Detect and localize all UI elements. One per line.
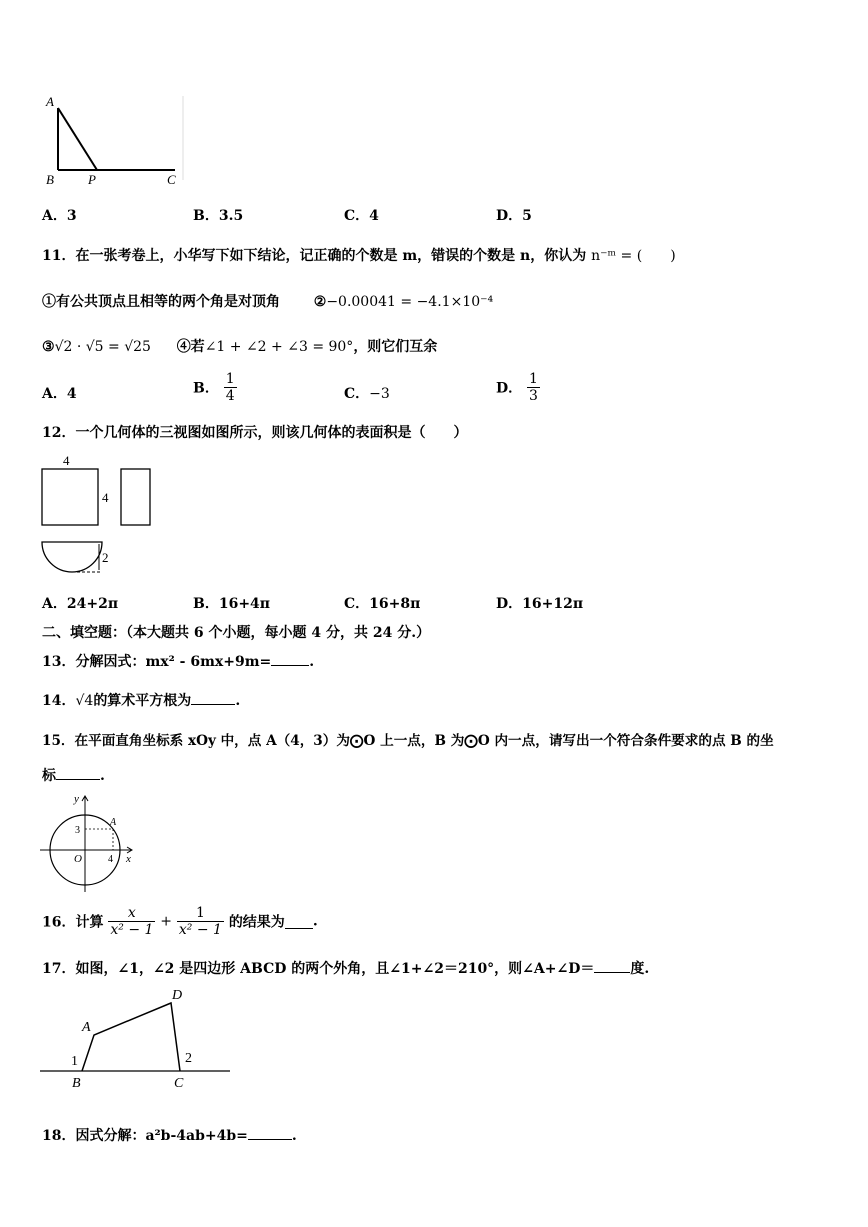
q15-line-2: 标 . bbox=[42, 765, 105, 785]
q17-answer-blank[interactable] bbox=[594, 958, 630, 973]
q11-option-b: B． $\frac{1}{4}$ bbox=[193, 371, 235, 404]
q15-label-a: A bbox=[110, 817, 117, 828]
q16: 16．计算 $\frac{x}{\text{x² − 1}}$ + $\frac{1}{\text{x² − 1}}$ 的结果为 . bbox=[42, 905, 318, 938]
q14-text: 的算术平方根为 bbox=[93, 693, 192, 709]
q12-stem-text: 一个几何体的三视图如图所示，则该几何体的表面积是（ ） bbox=[75, 425, 468, 441]
q11-statement-4-expr: ∠1 + ∠2 + ∠3 = 90° bbox=[204, 339, 354, 355]
q16-answer-blank[interactable] bbox=[285, 914, 313, 929]
q11-statement-1: ①有公共顶点且相等的两个角是对顶角 bbox=[42, 294, 280, 310]
q16-number: 16． bbox=[42, 914, 76, 931]
q13-answer-blank[interactable] bbox=[271, 651, 309, 666]
q17-label-1: 1 bbox=[71, 1054, 78, 1069]
q15-label-x: x bbox=[126, 853, 131, 865]
q16-fraction-2: $\frac{1}{\text{x² − 1}}$ bbox=[178, 905, 222, 938]
q11-option-d-fraction: $\frac{1}{3}$ bbox=[529, 371, 538, 404]
q15-number: 15． bbox=[42, 733, 75, 749]
q11-option-b-fraction: $\frac{1}{4}$ bbox=[225, 371, 235, 404]
q12-stem bbox=[42, 422, 467, 442]
q17-label-a: A bbox=[82, 1020, 91, 1035]
q14: 14．√4的算术平方根为 . bbox=[42, 690, 240, 710]
q10-triangle-figure bbox=[40, 90, 190, 190]
q16-text: 的结果为 bbox=[228, 914, 285, 931]
q15-label-o: O bbox=[74, 853, 82, 865]
q12-option-d: D．16+12π bbox=[496, 596, 584, 612]
q12-three-views-figure bbox=[38, 452, 168, 580]
q17-label-b: B bbox=[72, 1076, 81, 1091]
q12-dim-top: 4 bbox=[63, 453, 70, 468]
q17-quadrilateral-figure bbox=[38, 985, 238, 1093]
q18-text: 因式分解：a²b-4ab+4b= bbox=[75, 1128, 248, 1144]
q15-line-1 bbox=[42, 729, 774, 749]
q17-text: 如图，∠1，∠2 是四边形 ABCD 的两个外角，且∠1+∠2＝210°，则∠A+∠D＝ bbox=[75, 961, 595, 977]
q11-stem bbox=[42, 245, 676, 265]
q15-label-3: 3 bbox=[75, 825, 80, 836]
q17: 17．如图，∠1，∠2 是四边形 ABCD 的两个外角，且∠1+∠2＝210°，则∠A+∠D＝ 度. bbox=[42, 958, 649, 978]
q11-option-c: C．−3 bbox=[344, 386, 390, 402]
q12-option-c: C．16+8π bbox=[344, 596, 421, 612]
q18-answer-blank[interactable] bbox=[248, 1125, 292, 1140]
q10-option-d: D．5 bbox=[496, 208, 532, 224]
q12-option-a: A．24+2π bbox=[42, 596, 119, 612]
q11-statement-3-prefix: ③ bbox=[42, 339, 55, 355]
q12-dim-side: 4 bbox=[102, 490, 109, 505]
q11-option-d: D． $\frac{1}{3}$ bbox=[496, 371, 538, 404]
q12-number: 12． bbox=[42, 425, 76, 441]
q17-label-d: D bbox=[172, 988, 183, 1003]
q15-text-1: 在平面直角坐标系 xOy 中，点 A（4，3）为⨀O 上一点，B 为⨀O 内一点，请写出一个符合条件要求的点 B 的坐 bbox=[74, 733, 774, 749]
q17-label-c: C bbox=[174, 1076, 184, 1091]
q14-expr: √4 bbox=[75, 693, 94, 709]
q10-label-c: C bbox=[167, 172, 176, 187]
q16-fraction-1: $\frac{x}{\text{x² − 1}}$ bbox=[110, 905, 154, 938]
q11-statement-3-expr: √2 · √5 = √25 bbox=[54, 339, 151, 355]
q11-number: 11． bbox=[42, 248, 76, 264]
q10-option-b: B．3.5 bbox=[193, 208, 244, 224]
q12-side-view bbox=[121, 469, 150, 525]
q10-label-a: A bbox=[46, 94, 54, 109]
q11-statement-2-prefix: ② bbox=[313, 294, 327, 310]
q13-text: 分解因式：mx² - 6mx+9m= bbox=[75, 654, 272, 670]
q11-statement-4-prefix: ④若 bbox=[176, 339, 205, 355]
q13: 13．分解因式：mx² - 6mx+9m= . bbox=[42, 651, 314, 671]
q15-label-y: y bbox=[74, 793, 79, 805]
q14-number: 14． bbox=[42, 693, 76, 709]
section-2-title: 二、填空题：（本大题共 6 个小题，每小题 4 分，共 24 分.） bbox=[42, 625, 431, 641]
q10-segment-ap bbox=[58, 108, 97, 170]
q11-stem-text: 在一张考卷上，小华写下如下结论，记正确的个数是 m，错误的个数是 n，你认为 bbox=[75, 248, 587, 264]
q12-top-view bbox=[42, 542, 102, 572]
q18-number: 18． bbox=[42, 1128, 76, 1144]
q17-number: 17． bbox=[42, 961, 76, 977]
q10-label-b: B bbox=[46, 172, 54, 187]
q11-statements-row1 bbox=[42, 291, 493, 311]
q11-statement-2-expr: −0.00041 = −4.1×10⁻⁴ bbox=[326, 294, 494, 310]
q13-number: 13． bbox=[42, 654, 76, 670]
q11-statements-row2 bbox=[42, 336, 437, 356]
q12-dim-bottom: 2 bbox=[102, 550, 109, 565]
q14-answer-blank[interactable] bbox=[191, 690, 235, 705]
q17-label-2: 2 bbox=[185, 1051, 192, 1066]
q18: 18．因式分解：a²b-4ab+4b= . bbox=[42, 1125, 297, 1145]
q11-statement-4-suffix: ，则它们互余 bbox=[353, 339, 438, 355]
q11-expression: n⁻ᵐ = ( ) bbox=[591, 248, 676, 264]
q17-quadrilateral bbox=[82, 1003, 180, 1071]
q15-text-2: 标 bbox=[42, 768, 56, 784]
q12-option-b: B．16+4π bbox=[193, 596, 271, 612]
q16-prefix: 计算 bbox=[75, 914, 104, 931]
q11-option-a: A．4 bbox=[42, 386, 77, 402]
q15-coordinate-figure bbox=[38, 790, 138, 896]
q15-answer-blank[interactable] bbox=[56, 765, 100, 780]
q10-option-a: A．3 bbox=[42, 208, 77, 224]
q12-front-view bbox=[42, 469, 98, 525]
q10-option-c: C．4 bbox=[344, 208, 379, 224]
q15-label-4: 4 bbox=[108, 854, 113, 865]
q10-label-p: P bbox=[88, 172, 96, 187]
